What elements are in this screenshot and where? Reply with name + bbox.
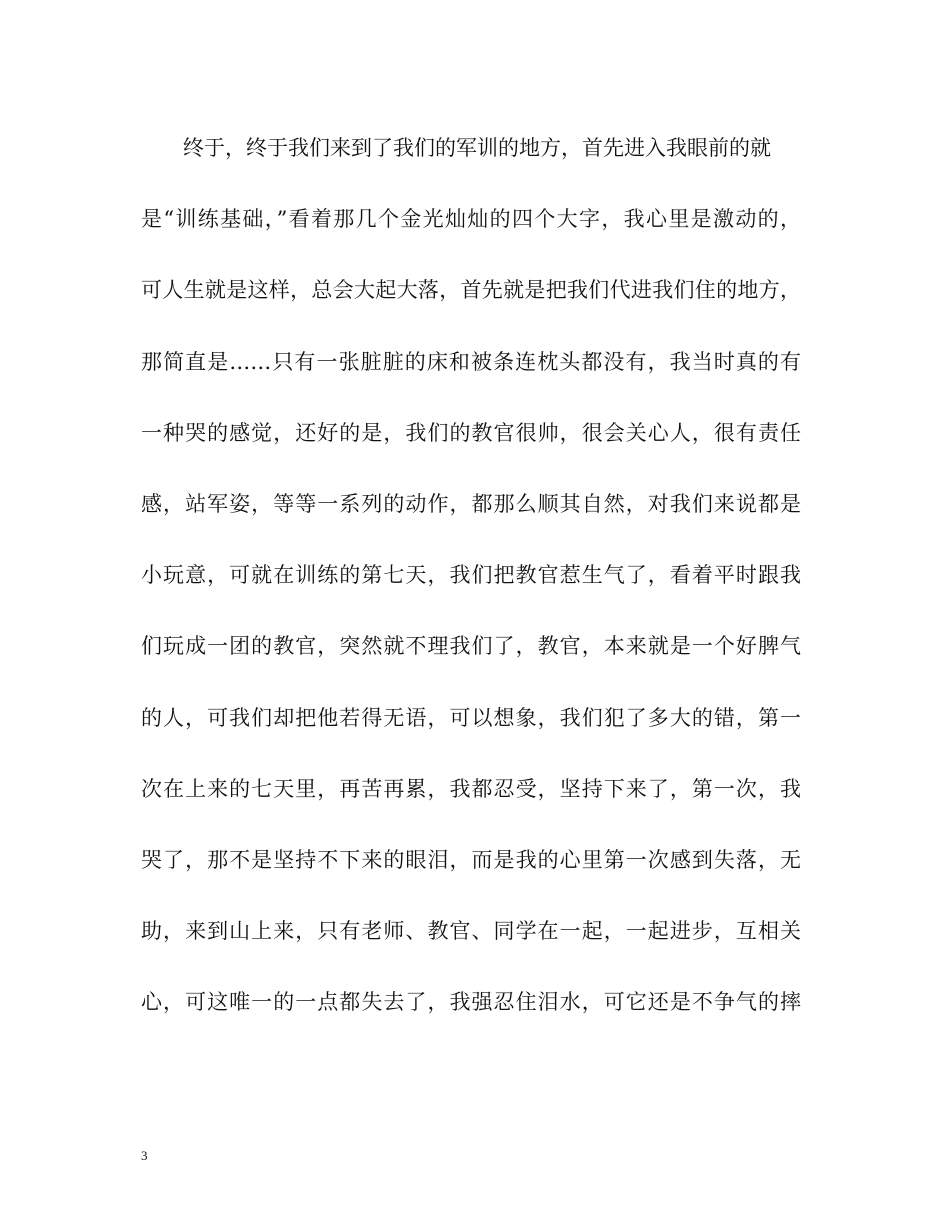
- text-line: 那简直是……只有一张脏脏的床和被条连枕头都没有，我当时真的有: [141, 349, 801, 374]
- text-line: 可人生就是这样，总会大起大落，首先就是把我们代进我们住的地方，: [141, 278, 801, 303]
- text-line: 们玩成一团的教官，突然就不理我们了，教官，本来就是一个好脾气: [141, 634, 801, 659]
- text-line: 次在上来的七天里，再苦再累，我都忍受，坚持下来了，第一次，我: [141, 776, 801, 801]
- text-line: 小玩意，可就在训练的第七天，我们把教官惹生气了，看着平时跟我: [141, 563, 801, 588]
- text-line: 助，来到山上来，只有老师、教官、同学在一起，一起进步，互相关: [141, 919, 801, 944]
- text-line: 心，可这唯一的一点都失去了，我强忍住泪水，可它还是不争气的摔: [141, 990, 801, 1015]
- text-line: 的人，可我们却把他若得无语，可以想象，我们犯了多大的错，第一: [141, 705, 801, 730]
- page-number: 3: [141, 1148, 148, 1163]
- text-line: 是“训练基础，”看着那几个金光灿灿的四个大字，我心里是激动的，: [141, 207, 801, 232]
- text-line: 终于，终于我们来到了我们的军训的地方，首先进入我眼前的就: [183, 136, 771, 160]
- text-line: 感，站军姿，等等一系列的动作，都那么顺其自然，对我们来说都是: [141, 491, 801, 516]
- text-line: 哭了，那不是坚持不下来的眼泪，而是我的心里第一次感到失落，无: [141, 847, 801, 872]
- text-line: 一种哭的感觉，还好的是，我们的教官很帅，很会关心人，很有责任: [141, 420, 801, 445]
- body-text: [141, 124, 801, 1049]
